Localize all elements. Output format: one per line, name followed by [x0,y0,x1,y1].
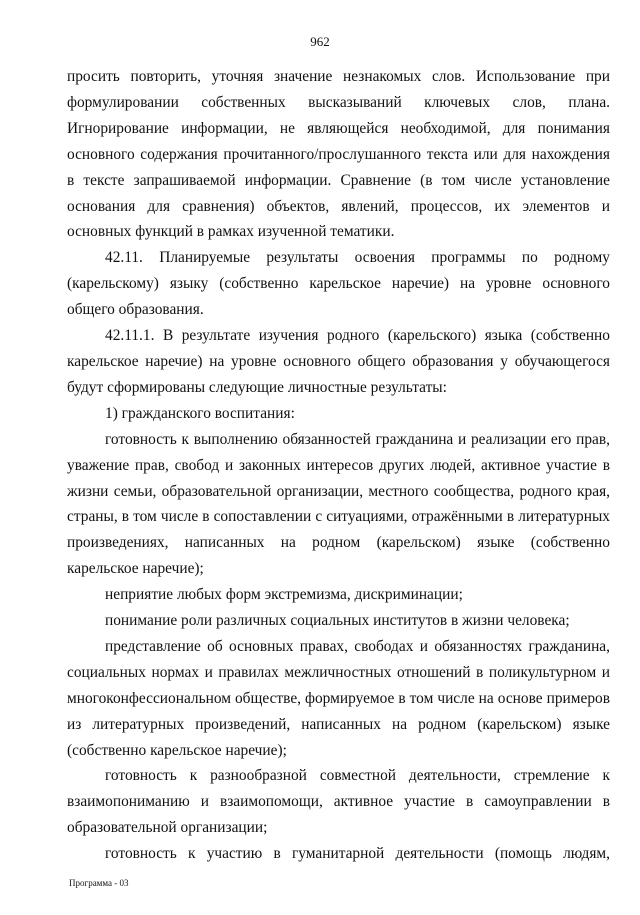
page-number: 962 [310,34,330,49]
paragraph: готовность к выполнению обязанностей гражданина и реализации его прав, уважение прав, свобод и законных интересов других людей, активное участие в жизни семьи, образовательной организации, местного сообщества, родного края, страны, в том числе в сопоставлении с ситуациями, отражёнными в литературных произведениях, написанных на родном (карельском) языке (собственно карельское наречие); [67,430,610,578]
paragraph: 42.11.1. В результате изучения родного (карельского) языка (собственно карельское наречие) на уровне основного общего образования у обучающегося будут сформированы следующие личностные результаты: [67,327,610,396]
paragraph: просить повторить, уточняя значение незнакомых слов. Использование при формулировании собственных высказываний ключевых слов, плана. Игнорирование информации, не являющейся необходимой, для понимания основного содержания прочитанного/прослушанного текста или для нахождения в тексте запрашиваемой информации. Сравнение (в том числе установление основания для сравнения) объектов, явлений, процессов, их элементов и основных функций в рамках изученной тематики. [67,68,610,241]
footer-label: Программа - 03 [69,878,129,888]
list-item-heading: 1) гражданского воспитания: [105,404,295,422]
paragraph: неприятие любых форм экстремизма, дискриминации; [105,586,463,604]
section-heading-42-11: 42.11. Планируемые результаты освоения программы по родному (карельскому) языку (собственно карельское наречие) на уровне основного общего образования. [67,249,610,319]
paragraph: представление об основных правах, свободах и обязанностях гражданина, социальных нормах и правилах межличностных отношений в поликультурном и многоконфессиональном обществе, формируемое в том числе на основе примеров из литературных произведений, написанных на родном (карельском) языке (собственно карельское наречие); [67,637,610,759]
paragraph-continued: готовность к участию в гуманитарной деятельности (помощь людям, [105,845,610,863]
paragraph: понимание роли различных социальных институтов в жизни человека; [105,612,570,630]
paragraph: готовность к разнообразной совместной деятельности, стремление к взаимопониманию и взаимопомощи, активное участие в самоуправлении в образовательной организации; [67,767,610,837]
document-body [67,64,610,867]
